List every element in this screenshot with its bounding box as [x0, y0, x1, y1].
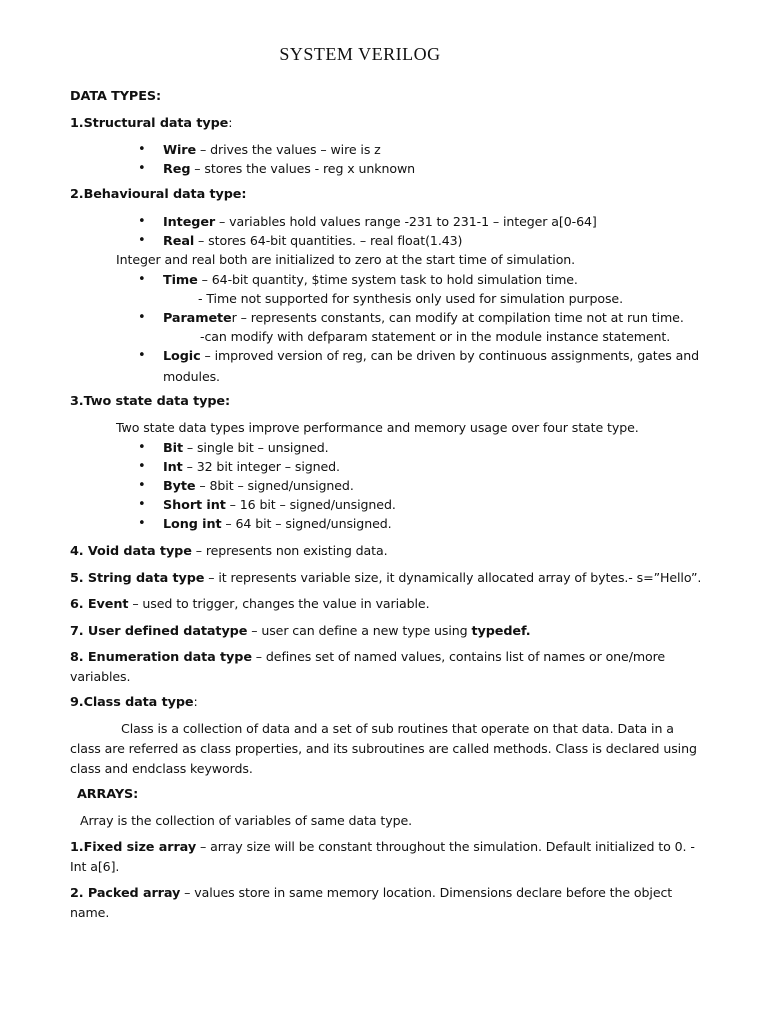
term-tail: r — [231, 310, 237, 325]
term: Bit — [163, 441, 183, 456]
typedef-keyword: typedef. — [471, 624, 531, 639]
term: 5. String data type — [70, 571, 205, 586]
list-item-bit — [163, 440, 329, 457]
desc: – represents constants, can modify at compilation time not at run time. — [236, 310, 684, 325]
class-heading-colon: : — [193, 694, 198, 709]
desc: – 8bit – signed/unsigned. — [195, 478, 354, 493]
enumeration-type — [70, 649, 665, 666]
structural-heading-text: 1.Structural data type — [70, 116, 229, 131]
desc: – represents non existing data. — [191, 543, 388, 558]
bullet-icon: • — [138, 142, 146, 157]
term: Wire — [163, 143, 197, 158]
list-item-logic — [163, 348, 699, 365]
event-type — [70, 596, 429, 613]
data-types-heading: DATA TYPES: — [70, 89, 161, 104]
bullet-icon: • — [138, 459, 146, 474]
structural-heading — [70, 115, 232, 132]
desc: – defines set of named values, contains list of names or one/more — [251, 649, 666, 664]
list-item-wire — [163, 142, 381, 159]
list-item-short-int — [163, 497, 396, 514]
desc: – values store in same memory location. Dimensions declare before the object — [180, 885, 673, 900]
desc: – stores 64-bit quantities. – real float(1.43) — [194, 233, 463, 248]
desc: – 16 bit – signed/unsigned. — [225, 497, 396, 512]
bullet-icon: • — [138, 516, 146, 531]
term: 7. User defined datatype — [70, 624, 248, 639]
bullet-icon: • — [138, 161, 146, 176]
desc: – it represents variable size, it dynamically allocated array of bytes.- s=”Hello”. — [204, 570, 702, 585]
term: Logic — [163, 349, 201, 364]
list-item-time — [163, 272, 578, 289]
two-state-heading: 3.Two state data type: — [70, 394, 230, 409]
term: Integer — [163, 215, 216, 230]
list-item-int — [163, 459, 340, 476]
bullet-icon: • — [138, 478, 146, 493]
structural-heading-colon: : — [228, 115, 233, 130]
fixed-size-array-continuation: Int a[6]. — [70, 859, 120, 874]
behavioural-heading: 2.Behavioural data type: — [70, 187, 247, 202]
bullet-icon: • — [138, 348, 146, 363]
term: 2. Packed array — [70, 886, 181, 901]
desc: – single bit – unsigned. — [182, 440, 329, 455]
bullet-icon: • — [138, 272, 146, 287]
string-type — [70, 570, 701, 587]
list-item-parameter — [163, 310, 684, 327]
arrays-intro: Array is the collection of variables of same data type. — [80, 813, 413, 828]
fixed-size-array — [70, 839, 695, 856]
class-paragraph-line-3: class and endclass keywords. — [70, 761, 253, 776]
bullet-icon: • — [138, 310, 146, 325]
desc: – stores the values - reg x unknown — [190, 161, 416, 176]
packed-array — [70, 885, 672, 902]
bullet-icon: • — [138, 233, 146, 248]
term: 8. Enumeration data type — [70, 650, 252, 665]
desc: – variables hold values range -231 to 231-1 – integer a[0-64] — [215, 214, 597, 229]
list-item-integer — [163, 214, 597, 231]
packed-array-continuation: name. — [70, 905, 110, 920]
time-subnote: - Time not supported for synthesis only used for simulation purpose. — [198, 291, 623, 306]
init-note: Integer and real both are initialized to zero at the start time of simulation. — [116, 252, 576, 267]
user-defined-type — [70, 623, 531, 640]
class-paragraph-line-1: Class is a collection of data and a set of sub routines that operate on that data. Data in a — [121, 721, 674, 736]
logic-continuation: modules. — [163, 369, 220, 384]
desc: – drives the values – wire is z — [196, 142, 381, 157]
class-heading-text: 9.Class data type — [70, 695, 194, 710]
term: 1.Fixed size array — [70, 840, 197, 855]
desc: – user can define a new type using — [247, 623, 472, 638]
term: Reg — [163, 162, 191, 177]
page-title: SYSTEM VERILOG — [279, 44, 441, 64]
bullet-icon: • — [138, 497, 146, 512]
term: Paramete — [163, 311, 232, 326]
term: 6. Event — [70, 597, 129, 612]
term: 4. Void data type — [70, 544, 192, 559]
bullet-icon: • — [138, 440, 146, 455]
term: Time — [163, 273, 198, 288]
term: Byte — [163, 479, 196, 494]
list-item-long-int — [163, 516, 392, 533]
enumeration-continuation: variables. — [70, 669, 131, 684]
desc: – 64 bit – signed/unsigned. — [221, 516, 392, 531]
term: Short int — [163, 498, 226, 513]
desc: – used to trigger, changes the value in variable. — [128, 596, 430, 611]
list-item-byte — [163, 478, 354, 495]
void-type — [70, 543, 388, 560]
class-paragraph-line-2: class are referred as class properties, and its subroutines are called methods. Class is declared using — [70, 741, 697, 756]
term: Int — [163, 460, 183, 475]
desc: – 32 bit integer – signed. — [182, 459, 340, 474]
class-heading — [70, 694, 198, 711]
list-item-reg — [163, 161, 415, 178]
arrays-heading: ARRAYS: — [77, 787, 139, 802]
term: Long int — [163, 517, 222, 532]
parameter-subnote: -can modify with defparam statement or in the module instance statement. — [200, 329, 671, 344]
desc: – array size will be constant throughout the simulation. Default initialized to 0. - — [196, 839, 695, 854]
two-state-intro: Two state data types improve performance and memory usage over four state type. — [116, 420, 639, 435]
desc: – improved version of reg, can be driven by continuous assignments, gates and — [200, 348, 699, 363]
bullet-icon: • — [138, 214, 146, 229]
term: Real — [163, 234, 195, 249]
list-item-real — [163, 233, 462, 250]
desc: – 64-bit quantity, $time system task to hold simulation time. — [197, 272, 578, 287]
